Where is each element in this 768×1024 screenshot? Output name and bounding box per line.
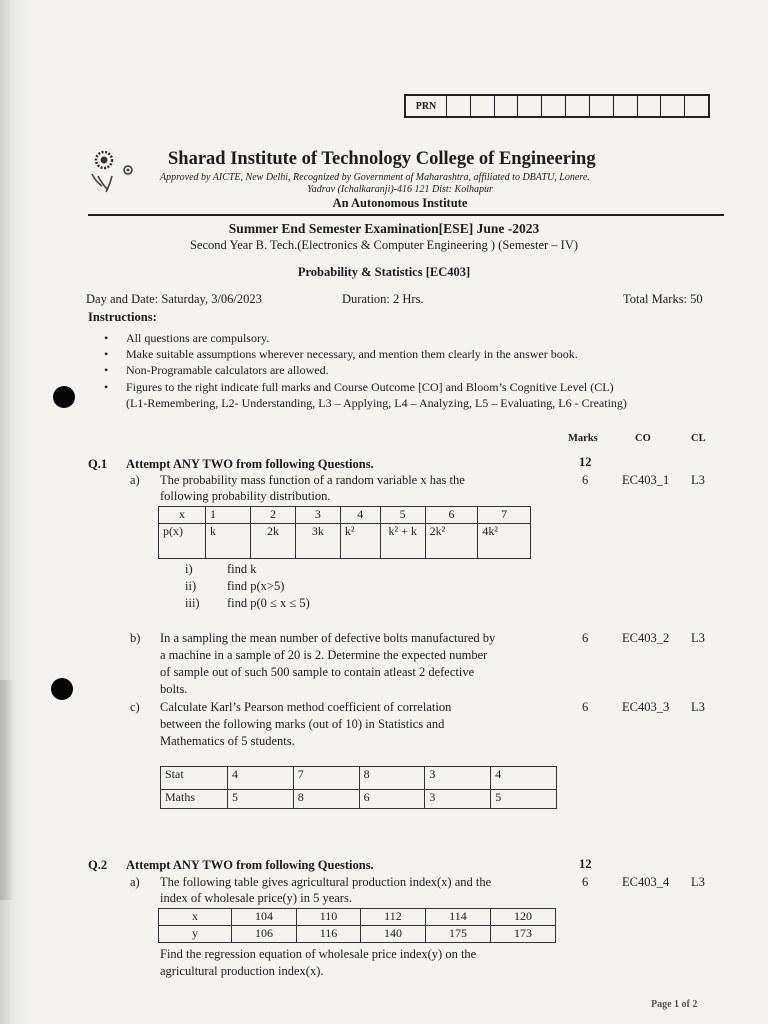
q2a-text-line: The following table gives agricultural production index(x) and the — [160, 875, 492, 889]
exam-title: Summer End Semester Examination[ESE] June -2023 — [228, 221, 540, 236]
q1b-co: EC403_2 — [622, 631, 670, 645]
price-index-table — [158, 908, 556, 943]
q1a-text-line: following probability distribution. — [160, 489, 331, 503]
exam-subject: Probability & Statistics [EC403] — [297, 265, 471, 279]
table-cell: 173 — [490, 926, 555, 943]
q1a-sub-number: ii) — [185, 579, 197, 593]
table-cell: 2k² — [425, 524, 478, 559]
q1b-cl: L3 — [691, 631, 705, 645]
marks-table — [160, 766, 557, 809]
q1a-text-line: The probability mass function of a random variable x has the — [160, 473, 465, 487]
exam-duration: Duration: 2 Hrs. — [342, 292, 424, 306]
table-cell: 3 — [425, 790, 491, 809]
co-column-header: CO — [635, 433, 651, 444]
table-cell: 1 — [206, 507, 251, 524]
q2a-label: a) — [130, 875, 140, 889]
q1c-co: EC403_3 — [622, 700, 670, 714]
table-cell: k — [206, 524, 251, 559]
q2-marks: 12 — [579, 857, 592, 871]
cl-column-header: CL — [691, 433, 706, 444]
table-cell: y — [159, 926, 232, 943]
table-row — [159, 926, 556, 943]
table-cell: 110 — [297, 909, 361, 926]
table-cell: 140 — [360, 926, 425, 943]
table-row — [159, 909, 556, 926]
table-cell: 7 — [478, 507, 531, 524]
q1a-sub-number: iii) — [185, 596, 200, 610]
q1c-cl: L3 — [691, 700, 705, 714]
q2a-after-line: agricultural production index(x). — [160, 964, 324, 978]
exam-total-marks: Total Marks: 50 — [623, 292, 703, 306]
q1a-sub-text: find k — [227, 562, 257, 576]
q2-title: Attempt ANY TWO from following Questions. — [126, 858, 374, 872]
table-row — [159, 507, 531, 524]
q1b-text-line: bolts. — [160, 682, 188, 696]
q1-marks: 12 — [579, 455, 592, 469]
q1a-sub-text: find p(x>5) — [227, 579, 285, 593]
q1b-text-line: a machine in a sample of 20 is 2. Determine the expected number — [160, 648, 488, 662]
scan-shadow-dark — [0, 680, 14, 900]
table-cell: 5 — [380, 507, 425, 524]
college-approval: Approved by AICTE, New Delhi, Recognized by Government of Maharashtra, affiliated to DBATU, Lonere. — [160, 172, 590, 183]
q1c-label: c) — [130, 700, 140, 714]
exam-date: Day and Date: Saturday, 3/06/2023 — [86, 292, 262, 306]
q1a-label: a) — [130, 473, 140, 487]
q1c-text-line: Mathematics of 5 students. — [160, 734, 295, 748]
q1b-text-line: In a sampling the mean number of defective bolts manufactured by — [160, 631, 496, 645]
q2a-co: EC403_4 — [622, 875, 670, 889]
table-cell: k² + k — [380, 524, 425, 559]
q2a-text-line: index of wholesale price(y) in 5 years. — [160, 891, 352, 905]
table-cell: 114 — [425, 909, 490, 926]
prn-label: PRN — [406, 96, 447, 116]
q1a-cl: L3 — [691, 473, 705, 487]
q1c-text-line: between the following marks (out of 10) in Statistics and — [160, 717, 445, 731]
table-cell: 6 — [359, 790, 425, 809]
table-cell: 106 — [232, 926, 297, 943]
table-cell: 8 — [293, 790, 359, 809]
table-cell: 4 — [340, 507, 380, 524]
header-rule — [88, 214, 724, 216]
q2a-after-line: Find the regression equation of wholesale price index(y) on the — [160, 947, 477, 961]
q1-number: Q.1 — [88, 457, 108, 471]
q1b-label: b) — [130, 631, 141, 645]
college-name: Sharad Institute of Technology College of Engineering — [168, 149, 596, 169]
q1a-co: EC403_1 — [622, 473, 670, 487]
q1b-text-line: of sample out of such 500 sample to contain atleast 2 defective — [160, 665, 475, 679]
q1c-text-line: Calculate Karl’s Pearson method coefficient of correlation — [160, 700, 452, 714]
exam-program: Second Year B. Tech.(Electronics & Computer Engineering ) (Semester – IV) — [189, 238, 579, 252]
table-cell: 7 — [293, 767, 359, 790]
table-cell: 3 — [425, 767, 491, 790]
page-number: Page 1 of 2 — [651, 999, 698, 1010]
table-cell: x — [159, 507, 206, 524]
table-cell: 2 — [251, 507, 296, 524]
prn-box — [404, 94, 710, 118]
table-cell: 104 — [232, 909, 297, 926]
table-row — [161, 790, 557, 809]
table-cell: 3 — [295, 507, 340, 524]
pmf-table — [158, 506, 531, 559]
table-cell: 2k — [251, 524, 296, 559]
table-cell: k² — [340, 524, 380, 559]
table-cell: 3k — [295, 524, 340, 559]
punch-hole-top — [53, 386, 75, 408]
table-cell: 4 — [228, 767, 294, 790]
q1a-sub-text: find p(0 ≤ x ≤ 5) — [227, 596, 310, 610]
table-cell: p(x) — [159, 524, 206, 559]
q1a-sub-number: i) — [185, 562, 193, 576]
table-cell: x — [159, 909, 232, 926]
q2a-marks: 6 — [582, 875, 589, 889]
table-cell: 116 — [297, 926, 361, 943]
q1-title: Attempt ANY TWO from following Questions. — [126, 457, 374, 471]
q2-number: Q.2 — [88, 858, 108, 872]
table-cell: 112 — [360, 909, 425, 926]
marks-column-header: Marks — [568, 433, 598, 444]
college-status: An Autonomous Institute — [332, 196, 468, 210]
table-cell: 5 — [228, 790, 294, 809]
table-cell: 6 — [425, 507, 478, 524]
q1c-marks: 6 — [582, 700, 589, 714]
table-cell: 120 — [490, 909, 555, 926]
table-cell: 175 — [425, 926, 490, 943]
table-cell: 4 — [491, 767, 557, 790]
table-row — [161, 767, 557, 790]
q1a-marks: 6 — [582, 473, 589, 487]
instructions-title: Instructions: — [88, 310, 157, 324]
q1b-marks: 6 — [582, 631, 589, 645]
table-row — [159, 524, 531, 559]
college-address: Yadrav (Ichalkaranji)-416 121 Dist: Kolhapur — [307, 184, 493, 195]
table-cell: Stat — [161, 767, 228, 790]
table-cell: 4k² — [478, 524, 531, 559]
table-cell: 8 — [359, 767, 425, 790]
q2a-cl: L3 — [691, 875, 705, 889]
table-cell: 5 — [491, 790, 557, 809]
table-cell: Maths — [161, 790, 228, 809]
college-logo-icon — [82, 146, 144, 196]
punch-hole-bottom — [51, 678, 73, 700]
